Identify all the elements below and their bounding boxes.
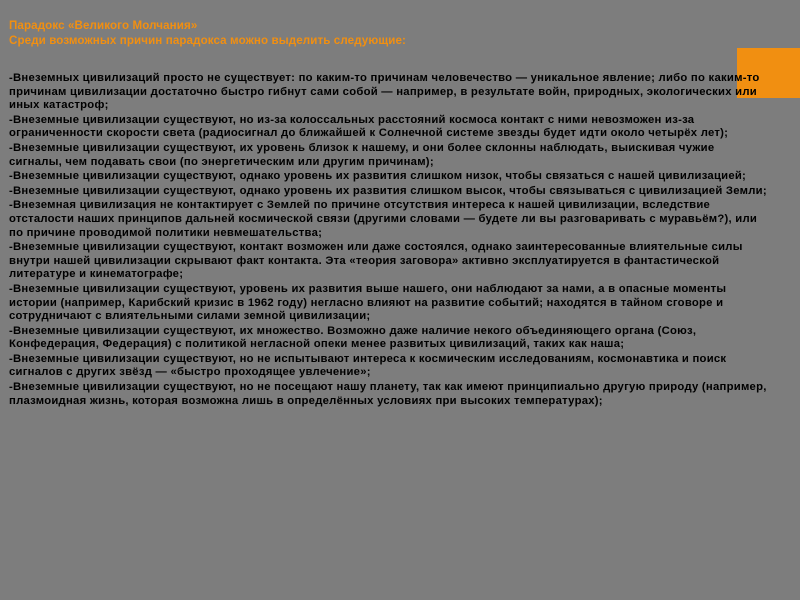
list-item: -Внеземные цивилизации существуют, однако уровень их развития слишком низок, чтобы связаться с нашей цивилизацией; — [9, 170, 747, 183]
list-item: -Внеземные цивилизации существуют, но не посещают нашу планету, так как имеют принципиально другую природу (например, плазмоидная жизнь, которая возможна лишь в определённых условиях при высоких температурах); — [9, 381, 767, 407]
list-item: -Внеземные цивилизации существуют, уровень их развития выше нашего, они наблюдают за нами, а в опасные моменты истории (например, Карибский кризис в 1962 году) негласно влияют на развитие событий; находятся в тайном сговоре и сотрудничают с влиятельными силами земной цивилизации; — [9, 282, 727, 323]
list-item: -Внеземных цивилизаций просто не существует: по каким-то причинам человечество — уникальное явление; либо по каким-то причинам цивилизации достаточно быстро гибнут сами собой — например, в результате войн, природных, экологических или иных катастроф; — [9, 72, 760, 112]
list-item: -Внеземные цивилизации существуют, их множество. Возможно даже наличие некого объединяющего органа (Союз, Конфедерация, Федерация) с политикой негласной опеки менее развитых цивилизаций, таких как наша; — [9, 324, 697, 351]
list-item: -Внеземные цивилизации существуют, однако уровень их развития слишком высок, чтобы связываться с цивилизацией Земли; — [9, 184, 767, 197]
list-item: -Внеземные цивилизации существуют, но из-за колоссальных расстояний космоса контакт с ними невозможен из-за ограниченности скорости света (радиосигнал до ближайшей к Солнечной системе звезды будет идти около четырёх лет); — [9, 113, 729, 140]
list-item: -Внеземные цивилизации существуют, контакт возможен или даже состоялся, однако заинтересованные влиятельные силы внутри нашей цивилизации скрывают факт контакта. Эта «теория заговора» активно эксплуатируется в фантастической литературе и кинематографе; — [9, 241, 743, 281]
slide-title: Парадокс «Великого Молчания» — [9, 19, 198, 32]
list-item: -Внеземные цивилизации существуют, их уровень близок к нашему, и они более склонны наблюдать, выискивая чужие сигналы, чем подавать свои (по энергетическим или другим причинам); — [9, 141, 715, 168]
reasons-list — [9, 72, 769, 408]
spacer — [9, 48, 769, 72]
slide-content — [9, 18, 769, 409]
list-item: -Внеземные цивилизации существуют, но не испытывают интереса к космическим исследованиям, космонавтика и поиск сигналов с других звёзд — «быстро проходящее увлечение»; — [9, 352, 727, 379]
slide-subtitle: Среди возможных причин парадокса можно выделить следующие: — [9, 34, 406, 47]
list-item: -Внеземная цивилизация не контактирует с Землей по причине отсутствия интереса к нашей цивилизации, вследствие отсталости наших принципов дальней космической связи (другими словами — будете ли вы разговаривать с муравьём?), или по причине проводимой политики невмешательства; — [9, 199, 758, 239]
